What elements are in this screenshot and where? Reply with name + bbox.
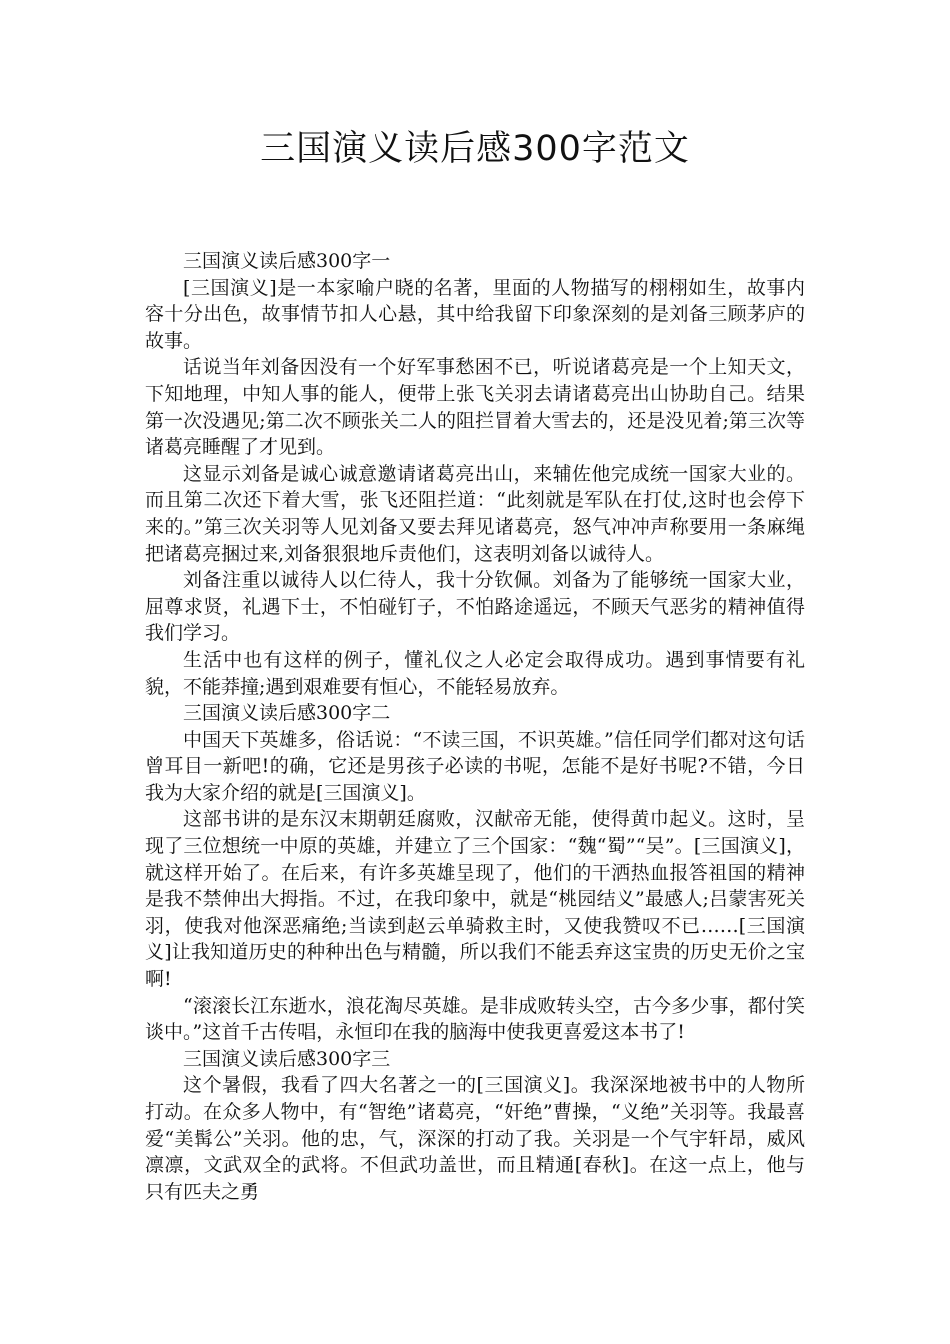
document-body xyxy=(145,248,805,1205)
paragraph: 生活中也有这样的例子，懂礼仪之人必定会取得成功。遇到事情要有礼貌，不能莽撞;遇到艰难要有恒心，不能轻易放弃。 xyxy=(145,648,805,698)
section-heading-3: 三国演义读后感300字三 xyxy=(183,1047,391,1070)
section-heading-1: 三国演义读后感300字一 xyxy=(183,250,391,272)
section-heading-2: 三国演义读后感300字二 xyxy=(183,702,391,725)
paragraph: [三国演义]是一本家喻户晓的名著，里面的人物描写的栩栩如生，故事内容十分出色，故事情节扣人心悬，其中给我留下印象深刻的是刘备三顾茅庐的故事。 xyxy=(145,276,805,352)
paragraph: 刘备注重以诚待人以仁待人，我十分钦佩。刘备为了能够统一国家大业，屈尊求贤，礼遇下士，不怕碰钉子，不怕路途遥远，不顾天气恶劣的精神值得我们学习。 xyxy=(145,569,805,645)
paragraph: 这部书讲的是东汉末期朝廷腐败，汉献帝无能，使得黄巾起义。这时，呈现了三位想统一中原的英雄，并建立了三个国家：“魏“蜀”“吴”。[三国演义]，就这样开始了。在后来，有许多英雄呈现了，他们的干洒热血报答祖国的精神是我不禁伸出大拇指。不过，在我印象中，就是“桃园结义”最感人;吕蒙害死关羽，使我对他深恶痛绝;当读到赵云单骑救主时，又使我赞叹不已……[三国演义]让我知道历史的种种出色与精髓，所以我们不能丢弃这宝贵的历史无价之宝啊! xyxy=(145,808,805,991)
paragraph: 这显示刘备是诚心诚意邀请诸葛亮出山，来辅佐他完成统一国家大业的。而且第二次还下着大雪，张飞还阻拦道：“此刻就是军队在打仗,这时也会停下来的。”第三次关羽等人见刘备又要去拜见诸葛亮，怒气冲冲声称要用一条麻绳把诸葛亮捆过来,刘备狠狠地斥责他们，这表明刘备以诚待人。 xyxy=(145,462,805,565)
paragraph: 话说当年刘备因没有一个好军事愁困不已，听说诸葛亮是一个上知天文，下知地理，中知人事的能人，便带上张飞关羽去请诸葛亮出山协助自己。结果第一次没遇见;第二次不顾张关二人的阻拦冒着大雪去的，还是没见着;第三次等诸葛亮睡醒了才见到。 xyxy=(145,356,805,459)
paragraph: “滚滚长江东逝水，浪花淘尽英雄。是非成败转头空，古今多少事，都付笑谈中。”这首千古传唱，永恒印在我的脑海中使我更喜爱这本书了! xyxy=(145,994,805,1044)
paragraph: 这个暑假，我看了四大名著之一的[三国演义]。我深深地被书中的人物所打动。在众多人物中，有“智绝”诸葛亮，“奸绝”曹操，“义绝”关羽等。我最喜爱“美髯公”关羽。他的忠，气，深深的打动了我。关羽是一个气宇轩昂，威风凛凛，文武双全的武将。不但武功盖世，而且精通[春秋]。在这一点上，他与只有匹夫之勇 xyxy=(145,1074,805,1203)
document-title: 三国演义读后感300字范文 xyxy=(260,129,690,169)
paragraph: 中国天下英雄多，俗话说：“不读三国，不识英雄。”信任同学们都对这句话曾耳目一新吧!的确，它还是男孩子必读的书呢，怎能不是好书呢?不错，今日我为大家介绍的就是[三国演义]。 xyxy=(145,728,805,804)
